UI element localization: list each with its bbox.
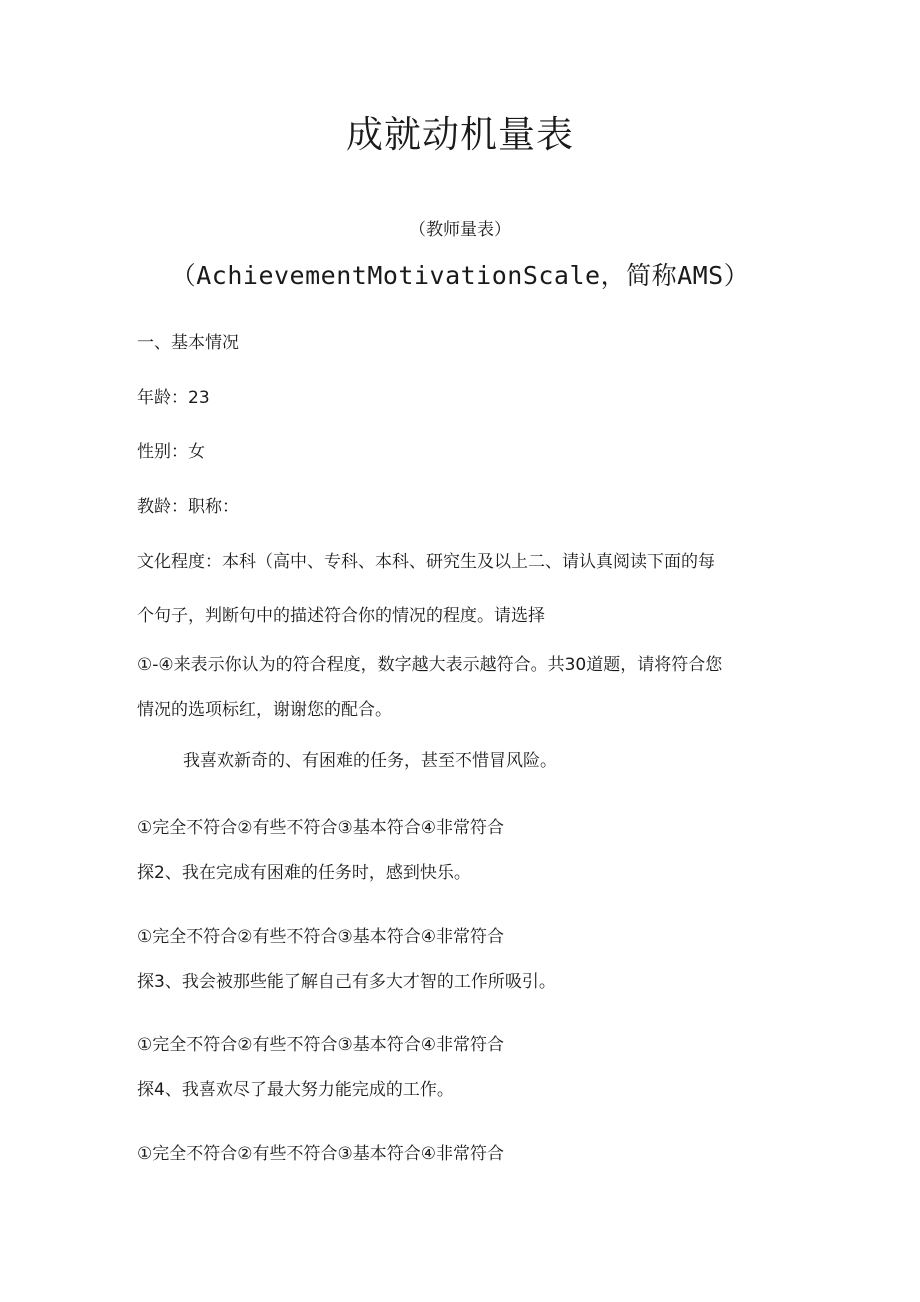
age-line: 年龄：23 xyxy=(137,388,210,408)
answer-options: ①完全不符合②有些不符合③基本符合④非常符合 xyxy=(137,1035,504,1055)
question-text: 探4、我喜欢尽了最大努力能完成的工作。 xyxy=(137,1080,454,1100)
gender-line: 性别：女 xyxy=(137,442,205,462)
question-text: 探3、我会被那些能了解自己有多大才智的工作所吸引。 xyxy=(137,972,556,992)
answer-options: ①完全不符合②有些不符合③基本符合④非常符合 xyxy=(137,818,504,838)
answer-options: ①完全不符合②有些不符合③基本符合④非常符合 xyxy=(137,927,504,947)
instruction-line: ①-④来表示你认为的符合程度，数字越大表示越符合。共30道题，请将符合您 xyxy=(137,655,723,675)
document-subtitle-english: （AchievementMotivationScale，简称AMS） xyxy=(170,261,750,290)
question-text: 我喜欢新奇的、有困难的任务，甚至不惜冒风险。 xyxy=(183,751,557,771)
question-text: 探2、我在完成有困难的任务时，感到快乐。 xyxy=(137,863,471,883)
education-line: 文化程度：本科（高中、专科、本科、研究生及以上二、请认真阅读下面的每 xyxy=(137,552,715,572)
instruction-line: 个句子，判断句中的描述符合你的情况的程度。请选择 xyxy=(137,606,545,626)
document-title: 成就动机量表 xyxy=(346,113,574,156)
answer-options: ①完全不符合②有些不符合③基本符合④非常符合 xyxy=(137,1144,504,1164)
instruction-line: 情况的选项标红，谢谢您的配合。 xyxy=(137,700,392,720)
teaching-years-line: 教龄：职称： xyxy=(137,497,239,517)
section-heading-basic-info: 一、基本情况 xyxy=(137,333,239,353)
document-subtitle: （教师量表） xyxy=(409,220,511,240)
